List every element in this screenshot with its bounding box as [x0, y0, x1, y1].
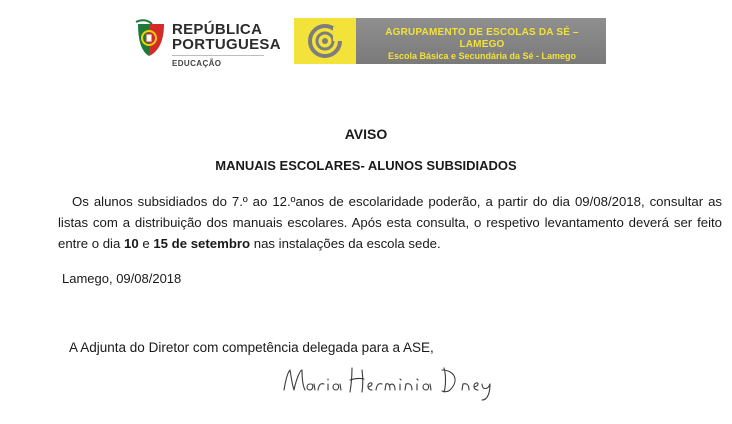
paragraph-text-3: nas instalações da escola sede.: [250, 236, 441, 251]
school-group-text: [362, 27, 602, 62]
handwritten-signature: [278, 362, 498, 407]
document-header: [0, 0, 732, 80]
paragraph-text-1: Os alunos subsidiados do 7.º ao 12.ºanos de escolaridade poderão, a partir do dia 09/08/2018, consultar as listas com a distribuição dos manuais escolares. Após esta consulta, o respetivo levantamento deverá ser feito entre o dia: [58, 194, 722, 251]
closing-line: A Adjunta do Diretor com competência delegada para a ASE,: [69, 340, 434, 355]
school-name: Escola Básica e Secundária da Sé - Lamego: [387, 51, 577, 61]
paragraph-bold-2: 15 de setembro: [153, 236, 251, 251]
place-and-date: Lamego, 09/08/2018: [62, 271, 182, 286]
republic-emblem-icon: [134, 18, 168, 58]
notice-subtitle: MANUAIS ESCOLARES- ALUNOS SUBSIDIADOS: [215, 158, 517, 173]
republic-ministry: EDUCAÇÃO: [172, 59, 222, 68]
paragraph-text-2: e: [138, 236, 154, 251]
republic-divider: [172, 55, 264, 56]
notice-title: AVISO: [344, 126, 388, 142]
republic-line1: REPÚBLICA: [172, 21, 263, 38]
paragraph-bold-1: 10: [123, 236, 139, 251]
school-group-name: AGRUPAMENTO DE ESCOLAS DA SÉ – LAMEGO: [385, 27, 579, 50]
school-group-logo-icon: [294, 18, 356, 64]
notice-paragraph: [58, 191, 722, 254]
republic-line2: PORTUGUESA: [172, 36, 281, 53]
republic-logo-text: [172, 22, 281, 68]
